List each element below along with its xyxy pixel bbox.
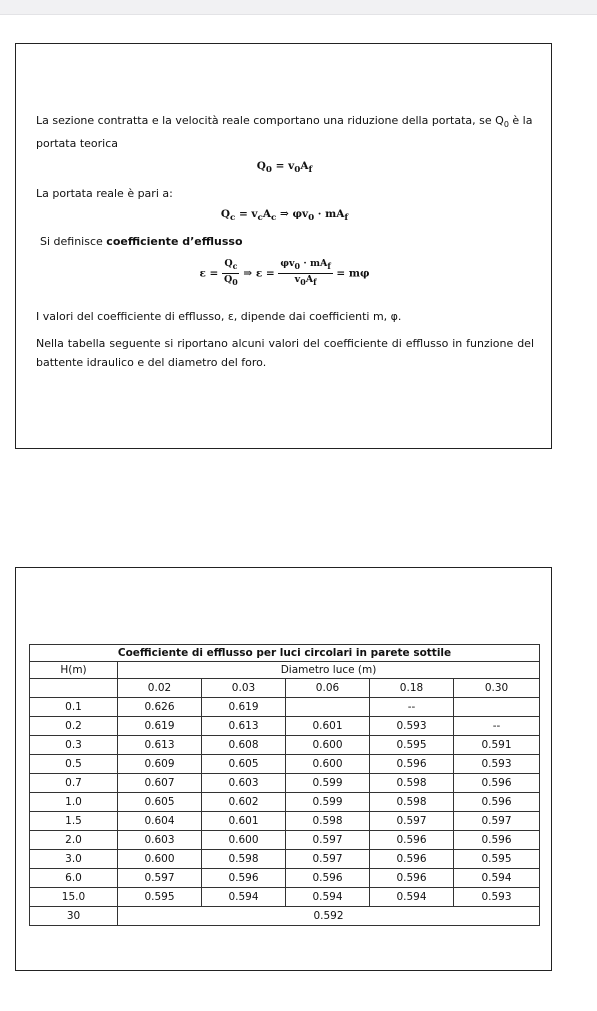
value-cell: 0.594 [454,869,540,888]
intro-text: La sezione contratta e la velocità reale comportano una riduzione della portata, se Q [36,114,504,127]
value-cell: 0.613 [118,736,202,755]
table-row [30,831,540,850]
value-cell: 0.601 [286,717,370,736]
h-cell: 0.2 [30,717,118,736]
table-row [30,850,540,869]
value-cell: -- [454,717,540,736]
efflux-coefficient-table [29,644,540,926]
intro-subscript: 0 [503,120,509,130]
diameter-cell: 0.30 [454,679,540,698]
fraction-phi-m: $\frac{\varphi v_0 \cdot mA_f}{v_0A_f}$ [280,258,331,287]
value-cell: 0.598 [202,850,286,869]
value-cell: 0.596 [370,869,454,888]
value-cell: 0.594 [202,888,286,907]
h-cell: 0.7 [30,774,118,793]
table-row [30,755,540,774]
value-cell: 0.600 [202,831,286,850]
value-cell: 0.626 [118,698,202,717]
definition-lead: Si definisce [40,235,107,248]
value-cell [286,698,370,717]
value-cell: 0.601 [202,812,286,831]
diameter-cell: 0.03 [202,679,286,698]
value-cell: 0.600 [286,755,370,774]
table-row [30,774,540,793]
value-cell: 0.597 [118,869,202,888]
value-cell: 0.596 [370,850,454,869]
value-cell: 0.595 [118,888,202,907]
value-cell: 0.596 [202,869,286,888]
diameter-cell: 0.06 [286,679,370,698]
value-cell: 0.619 [118,717,202,736]
value-cell: 0.595 [370,736,454,755]
value-cell: -- [370,698,454,717]
value-cell: 0.600 [286,736,370,755]
value-cell: 0.591 [454,736,540,755]
h-cell: 0.3 [30,736,118,755]
h-cell: 1.5 [30,812,118,831]
table-header-row [30,662,540,679]
definition-term: coefficiente d’efflusso [106,235,243,248]
value-cell: 0.597 [370,812,454,831]
table-row [30,698,540,717]
value-cell: 0.608 [202,736,286,755]
value-cell: 0.597 [286,831,370,850]
value-cell: 0.603 [202,774,286,793]
h-cell: 15.0 [30,888,118,907]
document-page-1 [15,43,552,449]
paragraph-table-intro: Nella tabella seguente si riportano alcuni valori del coefficiente di efflusso in funzione del battente idraulico e del diametro del foro. [36,337,534,369]
value-cell: 0.602 [202,793,286,812]
value-cell: 0.613 [202,717,286,736]
h-header: H(m) [30,662,118,679]
value-cell: 0.596 [370,755,454,774]
value-cell: 0.607 [118,774,202,793]
table-row-last [30,907,540,926]
value-cell: 0.619 [202,698,286,717]
fraction-qc-q0: $\frac{Q_c}{Q_0}$ [223,258,238,287]
diameter-cell: 0.02 [118,679,202,698]
value-cell: 0.596 [454,831,540,850]
value-cell: 0.609 [118,755,202,774]
value-cell: 0.599 [286,774,370,793]
value-cell: 0.597 [454,812,540,831]
value-cell: 0.596 [370,831,454,850]
document-page-2 [15,567,552,971]
viewer-toolbar [0,0,597,15]
value-cell: 0.605 [118,793,202,812]
value-cell: 0.594 [286,888,370,907]
formula-theoretical-flow: $Q_0 = v_0A_f$ [256,160,313,176]
value-cell: 0.604 [118,812,202,831]
empty-cell [30,679,118,698]
value-cell: 0.596 [286,869,370,888]
value-cell: 0.598 [286,812,370,831]
paragraph-intro [36,111,534,153]
value-cell: 0.598 [370,774,454,793]
h-cell: 1.0 [30,793,118,812]
paragraph-coefficients: I valori del coefficiente di efflusso, ε, dipende dai coefficienti m, φ. [36,310,402,323]
table-row [30,812,540,831]
h-cell: 2.0 [30,831,118,850]
h-cell: 3.0 [30,850,118,869]
diameter-cell: 0.18 [370,679,454,698]
value-cell: 0.596 [454,774,540,793]
value-cell: 0.595 [454,850,540,869]
table-row [30,736,540,755]
h-cell: 0.1 [30,698,118,717]
value-cell: 0.596 [454,793,540,812]
value-cell: 0.593 [454,888,540,907]
formula-efflux-coefficient: ε = $\frac{Q_c}{Q_0}$ ⇒ ε = $\frac{\varphi v_0 \cdot mA_f}{v_0A_f}$ = mφ [199,258,370,287]
h-cell: 6.0 [30,869,118,888]
table-title: Coefficiente di efflusso per luci circolari in parete sottile [30,645,540,662]
value-cell: 0.593 [370,717,454,736]
intro-tail: è la portata teorica [36,114,533,151]
value-cell: 0.593 [454,755,540,774]
table-row [30,717,540,736]
table-row [30,888,540,907]
diameter-values-row [30,679,540,698]
value-cell: 0.600 [118,850,202,869]
formula-real-flow: $Q_c = v_cA_c$ ⇒ $\varphi v_0 \cdot mA_f$ [220,208,349,224]
h-cell: 0.5 [30,755,118,774]
paragraph-definition [40,232,538,251]
value-cell: 0.598 [370,793,454,812]
diameter-header: Diametro luce (m) [118,662,540,679]
value-cell: 0.603 [118,831,202,850]
value-cell: 0.592 [118,907,540,926]
value-cell: 0.605 [202,755,286,774]
paragraph-real-flow: La portata reale è pari a: [36,187,173,200]
table-title-row [30,645,540,662]
value-cell: 0.599 [286,793,370,812]
value-cell [454,698,540,717]
h-cell: 30 [30,907,118,926]
value-cell: 0.597 [286,850,370,869]
value-cell: 0.594 [370,888,454,907]
table-row [30,793,540,812]
table-row [30,869,540,888]
